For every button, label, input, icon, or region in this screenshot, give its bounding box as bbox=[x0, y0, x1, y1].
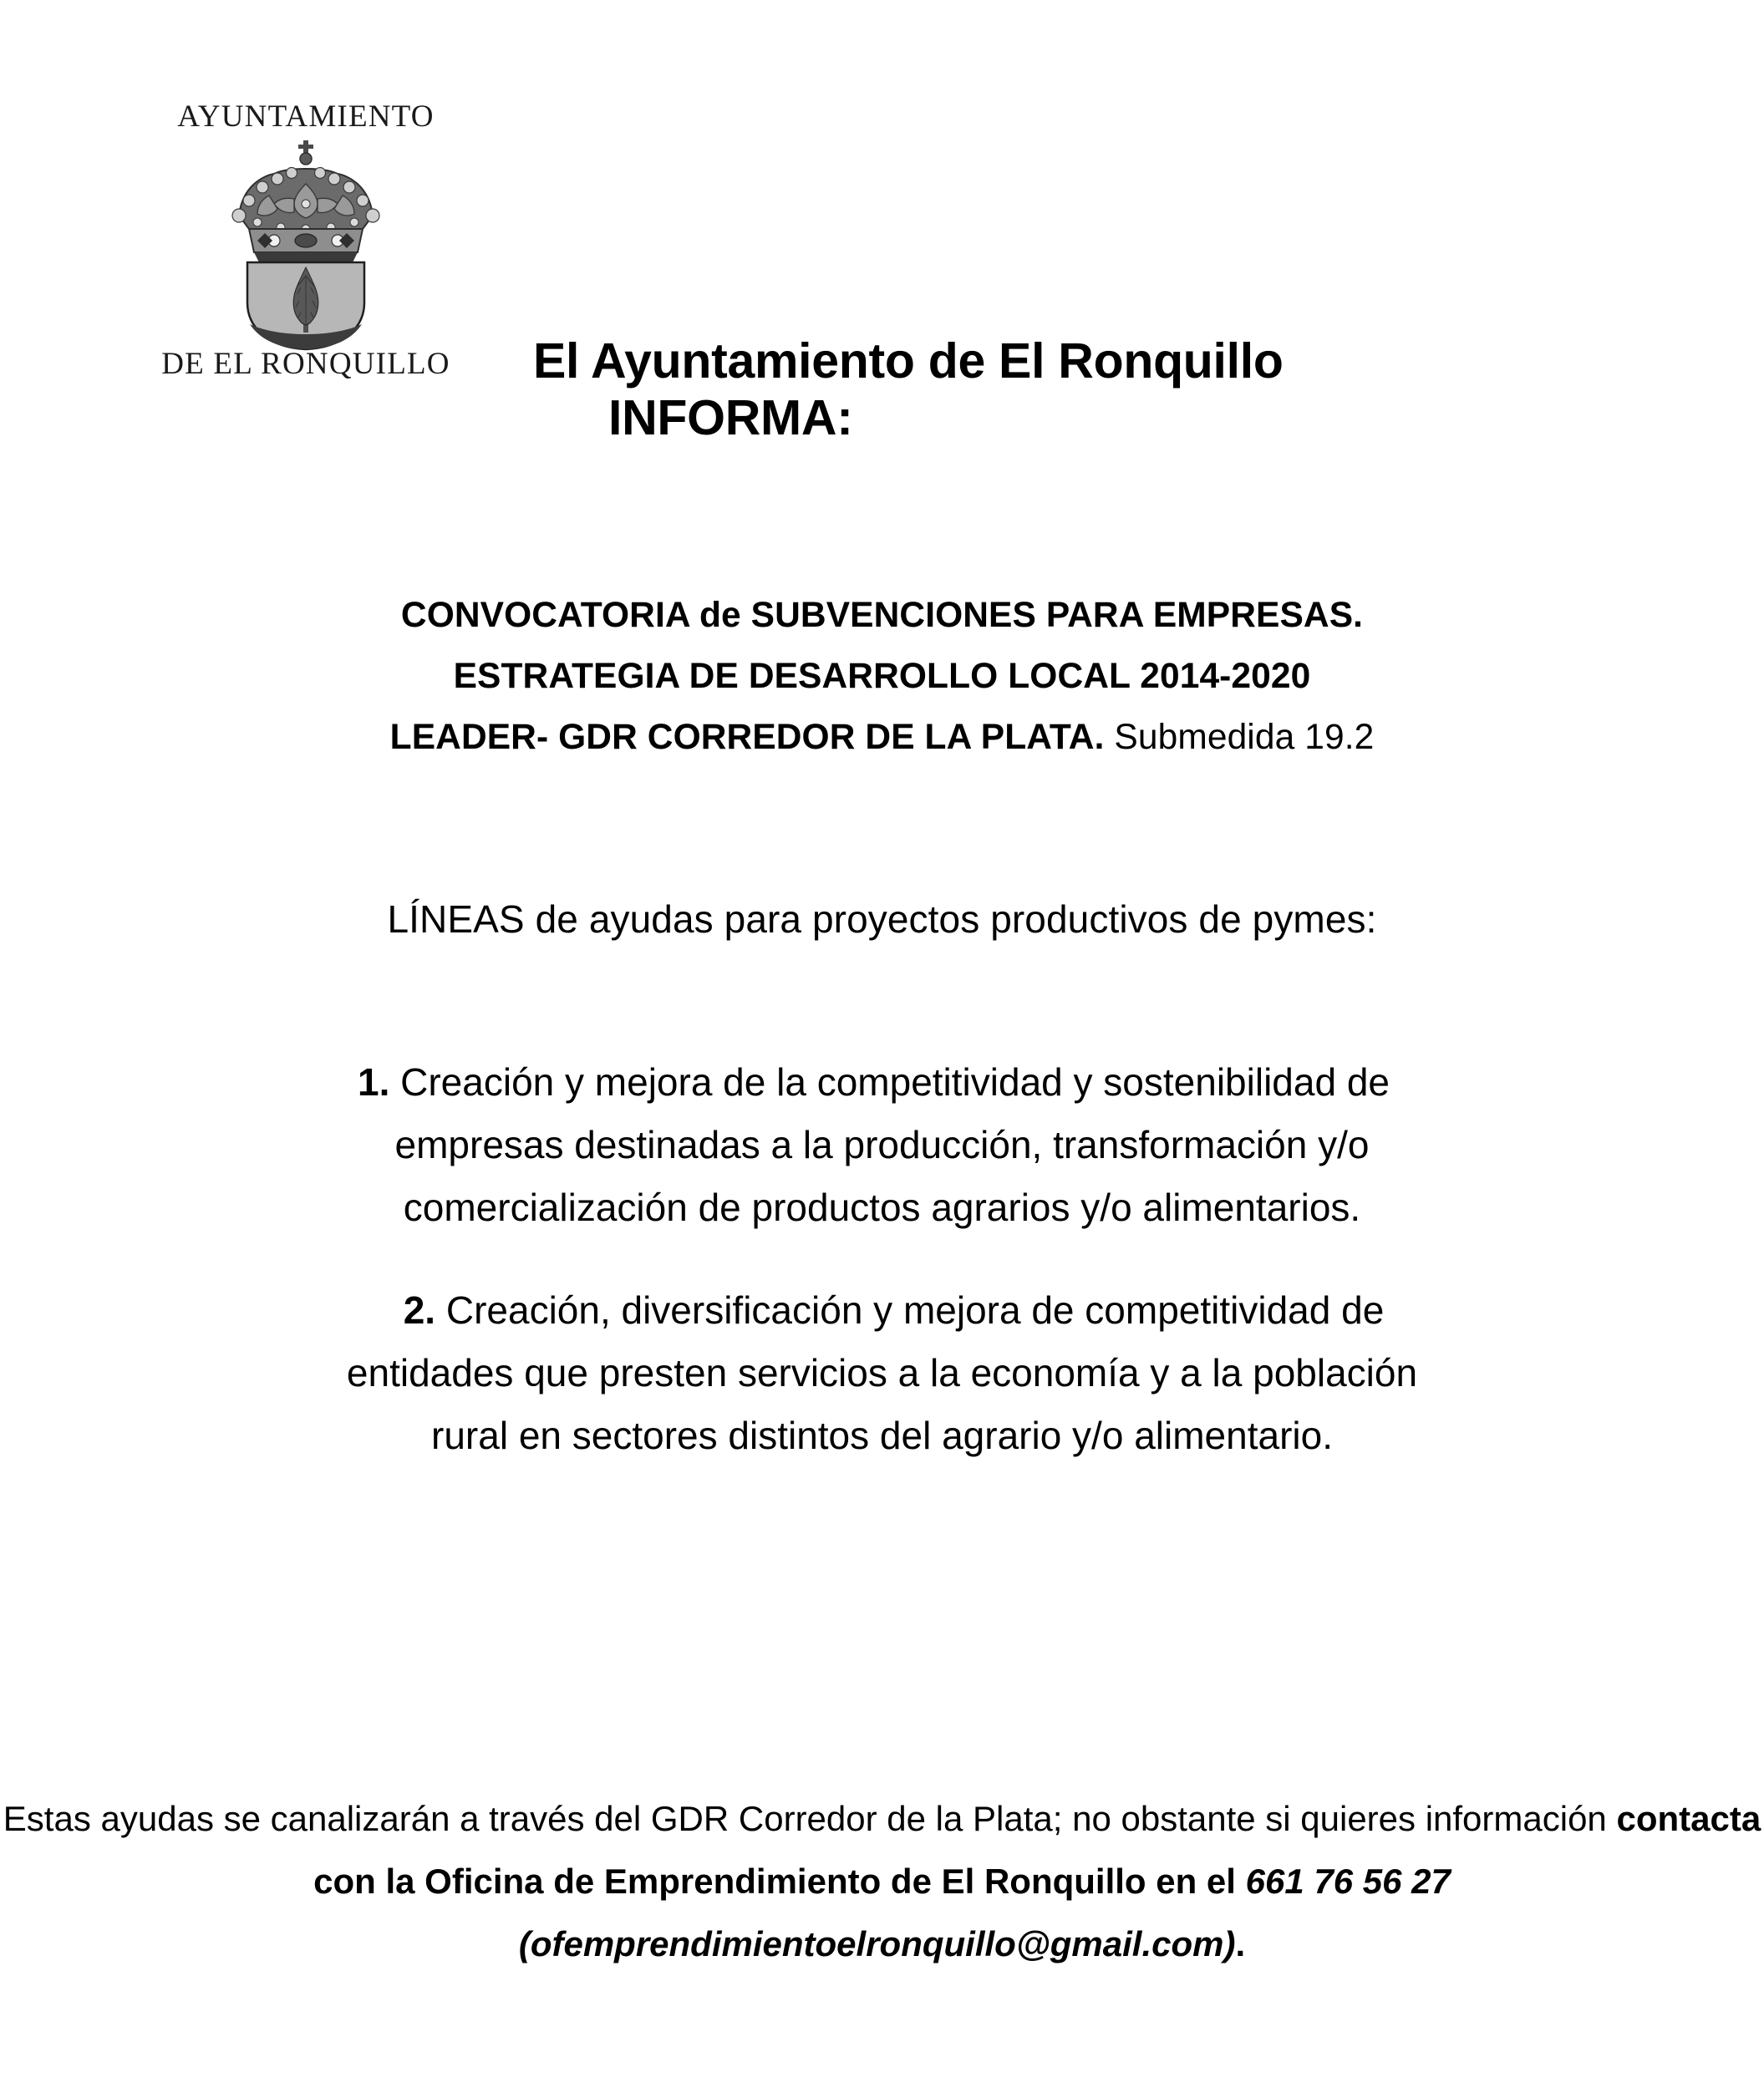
list-item-marker: 1. bbox=[357, 1060, 390, 1104]
page-title bbox=[501, 333, 1604, 447]
page-title-line-2: INFORMA: bbox=[608, 390, 853, 446]
ayuntamiento-logo bbox=[161, 99, 450, 399]
list-item-text-a: Creación, diversificación y mejora de competitividad de bbox=[435, 1288, 1385, 1332]
list-item-line-b: entidades que presten servicios a la economía y a la población bbox=[346, 1350, 1418, 1394]
subtitle-line-3-regular: Submedida 19.2 bbox=[1104, 718, 1375, 758]
logo-top-label: AYUNTAMIENTO bbox=[177, 99, 435, 134]
list-item-line-a bbox=[0, 1051, 1764, 1114]
page-title-line-1: El Ayuntamiento de El Ronquillo bbox=[533, 333, 1284, 389]
list-item-line-c: comercialización de productos agrarios y/o alimentarios. bbox=[403, 1185, 1361, 1229]
list-item-line-a bbox=[0, 1279, 1764, 1342]
contact-text-intro: Estas ayudas se canalizarán a través del GDR Corredor de la Plata; no obstante si quieres información bbox=[3, 1799, 1617, 1838]
list-item bbox=[0, 1279, 1764, 1467]
subtitle-line-3-bold: LEADER- GDR CORREDOR DE LA PLATA. bbox=[389, 718, 1105, 758]
list-item-marker: 2. bbox=[403, 1288, 436, 1332]
subtitle-line-1: CONVOCATORIA de SUBVENCIONES PARA EMPRESAS. bbox=[400, 596, 1364, 635]
list-item-text-a: Creación y mejora de la competitividad y sostenibilidad de bbox=[389, 1060, 1390, 1104]
subtitle-line-3 bbox=[0, 707, 1764, 768]
logo-bottom-label: DE EL RONQUILLO bbox=[161, 347, 450, 381]
contact-text-period: . bbox=[1235, 1923, 1246, 1963]
contact-text-office: contacta con la Oficina de Emprendimiento de El Ronquillo en el bbox=[313, 1799, 1761, 1901]
list-item bbox=[0, 1051, 1764, 1239]
list-item-line-c: rural en sectores distintos del agrario y/o alimentario. bbox=[431, 1413, 1333, 1457]
lineas-intro-text: LÍNEAS de ayudas para proyectos productivos de pymes: bbox=[387, 897, 1377, 941]
aid-lines-list bbox=[0, 1051, 1764, 1467]
contact-paragraph bbox=[0, 1788, 1764, 1975]
list-item-line-b: empresas destinadas a la producción, transformación y/o bbox=[394, 1122, 1370, 1166]
subtitle-line-2: ESTRATEGIA DE DESARROLLO LOCAL 2014-2020 bbox=[453, 657, 1311, 697]
coat-of-arms-icon bbox=[214, 135, 398, 353]
subtitle-block bbox=[0, 585, 1764, 768]
contact-phone-email: 661 76 56 27 (ofemprendimientoelronquillo@gmail.com) bbox=[518, 1861, 1451, 1963]
